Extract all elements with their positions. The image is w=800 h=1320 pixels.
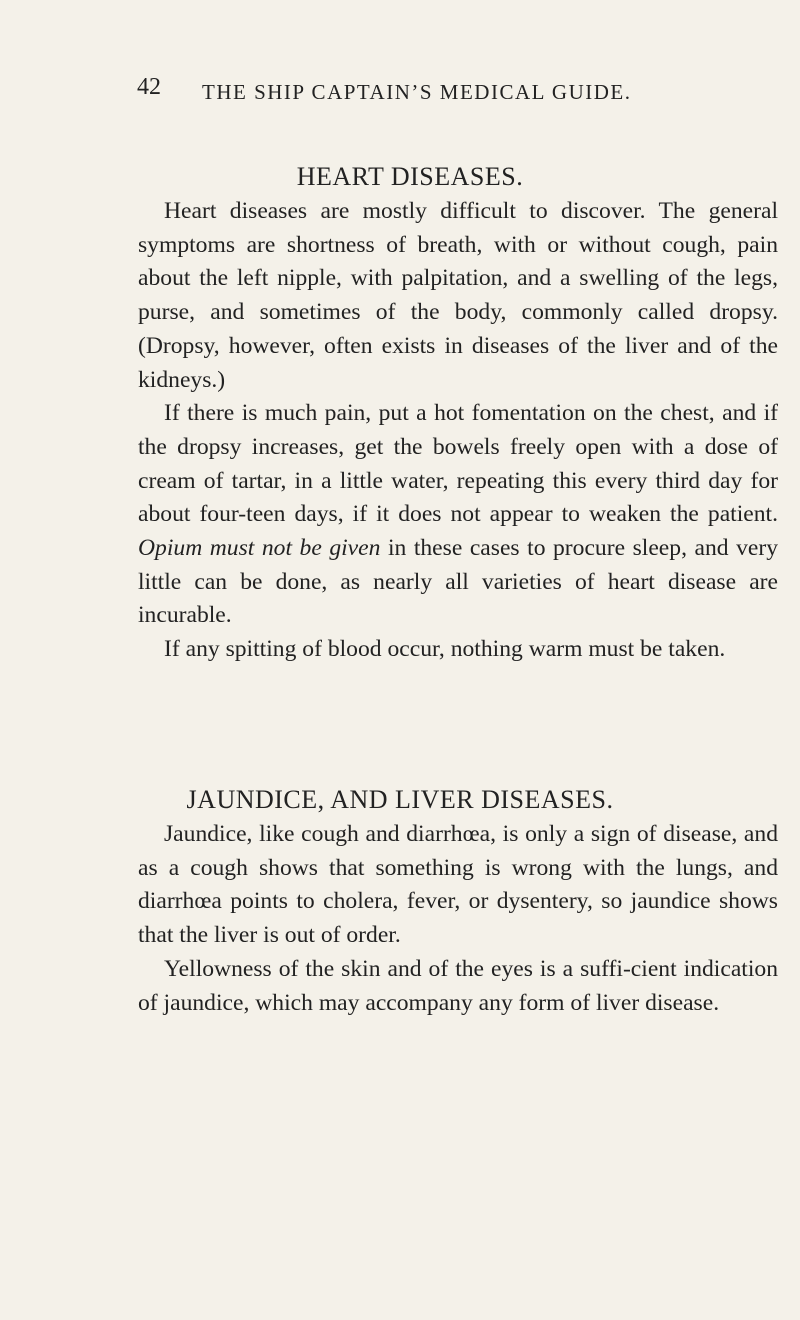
paragraph: Heart diseases are mostly difficult to discover. The general symptoms are shortness of breath, with or without cough, pain about the left nipple, with palpitation, and a swelling of the legs, purse, and sometimes of the body, commonly called dropsy. (Dropsy, however, often exists in diseases of the liver and of the kidneys.) <box>138 198 778 393</box>
paragraph-text: in these cases to procure sleep, and very little can be done, as nearly all varieties of heart disease are incurable. <box>138 535 779 629</box>
heart-diseases-text <box>138 195 778 667</box>
paragraph: If any spitting of blood occur, nothing warm must be taken. <box>164 636 726 663</box>
section-title-jaundice: JAUNDICE, AND LIVER DISEASES. <box>186 785 614 814</box>
running-head: THE SHIP CAPTAIN’S MEDICAL GUIDE. <box>202 80 632 104</box>
section-title-heart-diseases: HEART DISEASES. <box>296 162 524 191</box>
paragraph: Yellowness of the skin and of the eyes is a suffi-cient indication of jaundice, which may accompany any form of liver disease. <box>138 955 778 1016</box>
paragraph-text: If there is much pain, put a hot fomentation on the chest, and if the dropsy increases, get the bowels freely open with a dose of cream of tartar, in a little water, repeating this every third day for about four-teen days, if it does not appear to weaken the patient. <box>138 400 778 528</box>
emphasis-text: Opium must not be given <box>138 535 381 562</box>
jaundice-text <box>138 818 778 1020</box>
paragraph <box>138 397 778 633</box>
paragraph: Jaundice, like cough and diarrhœa, is only a sign of disease, and as a cough shows that something is wrong with the lungs, and diarrhœa points to cholera, fever, or dysentery, so jaundice shows that the liver is out of order. <box>138 821 778 949</box>
page-number: 42 <box>137 74 161 100</box>
